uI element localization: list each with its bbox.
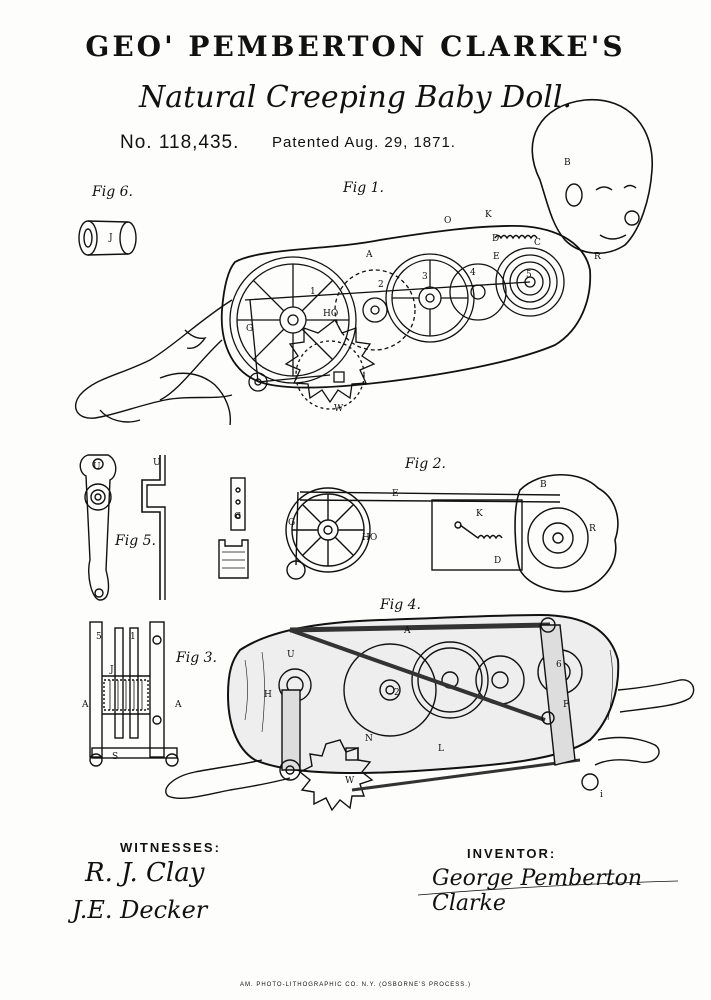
part-label-l-fig4: L bbox=[438, 744, 444, 754]
patent-title: GEO' PEMBERTON CLARKE'S bbox=[85, 30, 626, 63]
fig2-assembly bbox=[286, 475, 618, 592]
fig1-gears bbox=[230, 248, 564, 409]
part-label-g-fig2: G bbox=[288, 518, 296, 528]
part-label-g: G bbox=[246, 324, 254, 334]
part-label-s-fig3: S bbox=[112, 752, 119, 762]
inventor-heading: INVENTOR: bbox=[467, 846, 557, 861]
part-label-d-fig2: D bbox=[494, 556, 502, 566]
witnesses-heading: WITNESSES: bbox=[120, 840, 221, 855]
part-label-2: 2 bbox=[378, 280, 384, 290]
fig3-side-view bbox=[90, 622, 178, 766]
part-label-d: D bbox=[492, 234, 500, 244]
part-label-3: 3 bbox=[422, 272, 428, 282]
part-label-o: O bbox=[444, 216, 452, 226]
fig6-cylinder bbox=[79, 221, 136, 255]
part-label-u-fig4: U bbox=[287, 650, 295, 660]
part-label-f-fig4: F bbox=[563, 700, 570, 710]
part-label-ho-fig2: HO bbox=[362, 533, 378, 543]
witness-signature-2: J.E. Decker bbox=[72, 896, 208, 924]
fig4-label: Fig 4. bbox=[380, 597, 421, 613]
part-label-5-fig3: 5 bbox=[96, 632, 102, 642]
part-label-a-fig3: A bbox=[82, 700, 89, 710]
part-label-w-fig4: W bbox=[345, 776, 355, 786]
patent-number: No. 118,435. bbox=[120, 132, 240, 153]
part-label-5: 5 bbox=[526, 270, 532, 280]
part-label-a2-fig3: A bbox=[175, 700, 182, 710]
part-label-ho: HO bbox=[323, 309, 339, 319]
fig6-label: Fig 6. bbox=[92, 184, 133, 200]
part-label-j-fig3: J bbox=[110, 665, 114, 675]
patent-date: Patented Aug. 29, 1871. bbox=[272, 134, 456, 151]
part-label-h-fig4: H bbox=[264, 690, 272, 700]
part-label-1: 1 bbox=[310, 287, 316, 297]
part-label-a: A bbox=[366, 250, 373, 260]
part-label-u-bracket: U bbox=[153, 458, 161, 468]
witness-signature-1: R. J. Clay bbox=[85, 858, 205, 888]
part-label-k-fig2: K bbox=[476, 509, 483, 519]
inventor-signature: George Pemberton Clarke bbox=[432, 866, 643, 916]
fig5-lever bbox=[80, 455, 165, 600]
part-label-b-fig2: B bbox=[540, 480, 547, 490]
part-label-n-fig4: N bbox=[365, 734, 373, 744]
part-label-4: 4 bbox=[470, 268, 476, 278]
part-label-j: J bbox=[109, 233, 113, 243]
fig4-doll-section bbox=[166, 615, 694, 810]
part-label-k: K bbox=[485, 210, 492, 220]
part-label-2-fig4: 2 bbox=[394, 688, 400, 698]
fig1-label: Fig 1. bbox=[343, 180, 384, 196]
part-label-a-fig4: A bbox=[404, 626, 411, 636]
part-label-c: C bbox=[534, 238, 541, 248]
part-label-r: R bbox=[594, 252, 601, 262]
fig5-bracket bbox=[219, 478, 248, 578]
part-label-i-fig4: i bbox=[600, 790, 603, 800]
fig5-label: Fig 5. bbox=[115, 533, 156, 549]
patent-subtitle: Natural Creeping Baby Doll. bbox=[139, 80, 572, 115]
part-label-e-fig2: E bbox=[392, 489, 399, 499]
part-label-g-fig5: G bbox=[234, 512, 242, 522]
part-label-w: W bbox=[334, 404, 344, 414]
fig3-label: Fig 3. bbox=[176, 650, 217, 666]
part-label-b: B bbox=[564, 158, 571, 168]
part-label-1-fig3: 1 bbox=[130, 632, 136, 642]
part-label-r-fig2: R bbox=[589, 524, 596, 534]
printer-credit: AM. PHOTO-LITHOGRAPHIC CO. N.Y. (OSBORNE'S PROCESS.) bbox=[240, 982, 471, 988]
part-label-e: E bbox=[493, 252, 500, 262]
part-label-6-fig4: 6 bbox=[556, 660, 562, 670]
part-label-u-fig5: U bbox=[93, 462, 101, 472]
fig2-label: Fig 2. bbox=[405, 456, 446, 472]
